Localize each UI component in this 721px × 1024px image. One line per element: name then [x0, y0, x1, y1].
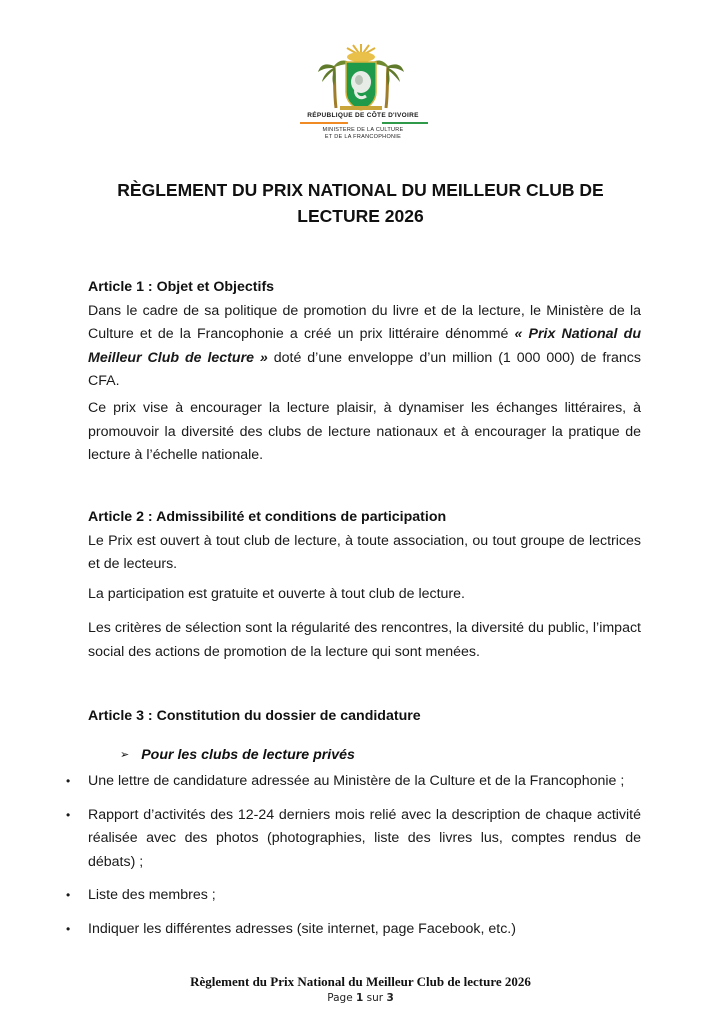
page-current: 1	[356, 992, 364, 1004]
list-item-text: Une lettre de candidature adressée au Ministère de la Culture et de la Francophonie ;	[88, 773, 625, 789]
article-1-p2-text: Ce prix vise à encourager la lecture plaisir, à dynamiser les échanges littéraires, à promouvoir la diversité des clubs de lecture nationaux et à encourager la pratique de lecture à l’échelle nationale.	[88, 400, 641, 463]
page-separator: sur	[366, 992, 384, 1004]
article-2-paragraph-1: Le Prix est ouvert à tout club de lecture, à toute association, ou tout groupe de lectrices et de lecteurs.	[88, 532, 641, 572]
article-3	[88, 705, 641, 729]
arrow-bullet-icon: ➢	[120, 749, 130, 761]
article-2-paragraph-2	[88, 583, 641, 607]
article-3-heading: Article 3 : Constitution du dossier de candidature	[88, 708, 421, 724]
article-2-p2-text: La participation est gratuite et ouverte à tout club de lecture.	[88, 586, 465, 602]
page-prefix: Page	[327, 992, 353, 1004]
list-item	[66, 918, 641, 942]
list-item	[66, 884, 641, 908]
article-1-paragraph-1	[88, 300, 641, 394]
footer-title: Règlement du Prix National du Meilleur Club de lecture 2026	[190, 974, 531, 989]
bullet-icon: •	[66, 807, 71, 822]
title-line-2: LECTURE 2026	[297, 206, 424, 226]
candidature-requirements-list	[66, 770, 641, 951]
article-2	[88, 506, 641, 577]
list-item-text: Rapport d’activités des 12-24 derniers mois relié avec la description de chaque activité réalisée avec des photos (photographies, liste des livres lus, comptes rendus de débats) ;	[88, 806, 641, 870]
page-number	[120, 992, 601, 1004]
list-item	[66, 770, 641, 794]
list-item-text: Indiquer les différentes adresses (site internet, page Facebook, etc.)	[88, 920, 516, 937]
article-1-heading: Article 1 : Objet et Objectifs	[88, 279, 275, 295]
article-1	[88, 276, 641, 394]
article-2-paragraph-3	[88, 617, 641, 664]
article-3-subheading	[120, 747, 355, 763]
article-1-p1-text-a: Dans le cadre de sa politique de promotion du livre et de la lecture, le Ministère de la Culture et de la Francophonie a créé un prix littéraire dénommé	[88, 302, 641, 342]
article-1-p1-text-b: doté d’une enveloppe d’un million (1 000 000) de francs CFA.	[88, 349, 641, 389]
article-2-p3-text: Les critères de sélection sont la régularité des rencontres, la diversité du public, l’impact social des actions de promotion de la lecture qui sont menées.	[88, 620, 641, 660]
document-title	[80, 177, 641, 229]
cote-divoire-coat-of-arms-icon	[318, 42, 404, 114]
list-item	[66, 804, 641, 875]
article-1-paragraph-2	[88, 397, 641, 468]
page-total: 3	[386, 992, 394, 1004]
title-line-1: RÈGLEMENT DU PRIX NATIONAL DU MEILLEUR CLUB DE	[117, 180, 604, 200]
green-line	[382, 122, 428, 124]
subheading-text: Pour les clubs de lecture privés	[141, 747, 355, 763]
bullet-icon: •	[66, 774, 71, 788]
article-2-heading: Article 2 : Admissibilité et conditions de participation	[88, 509, 447, 525]
republic-label: RÉPUBLIQUE DE CÔTE D'IVOIRE	[307, 112, 419, 119]
bullet-icon: •	[66, 921, 71, 936]
ministry-line-2: ET DE LA FRANCOPHONIE	[324, 134, 402, 140]
flag-color-lines	[300, 122, 428, 125]
bullet-icon: •	[66, 888, 71, 902]
ministry-line-1: MINISTERE DE LA CULTURE	[322, 127, 404, 133]
ministry-label	[296, 127, 430, 141]
orange-line	[300, 122, 348, 124]
list-item-text: Liste des membres ;	[88, 887, 216, 903]
prize-name-emphasis: « Prix National du Meilleur Club de lecture »	[88, 326, 641, 366]
